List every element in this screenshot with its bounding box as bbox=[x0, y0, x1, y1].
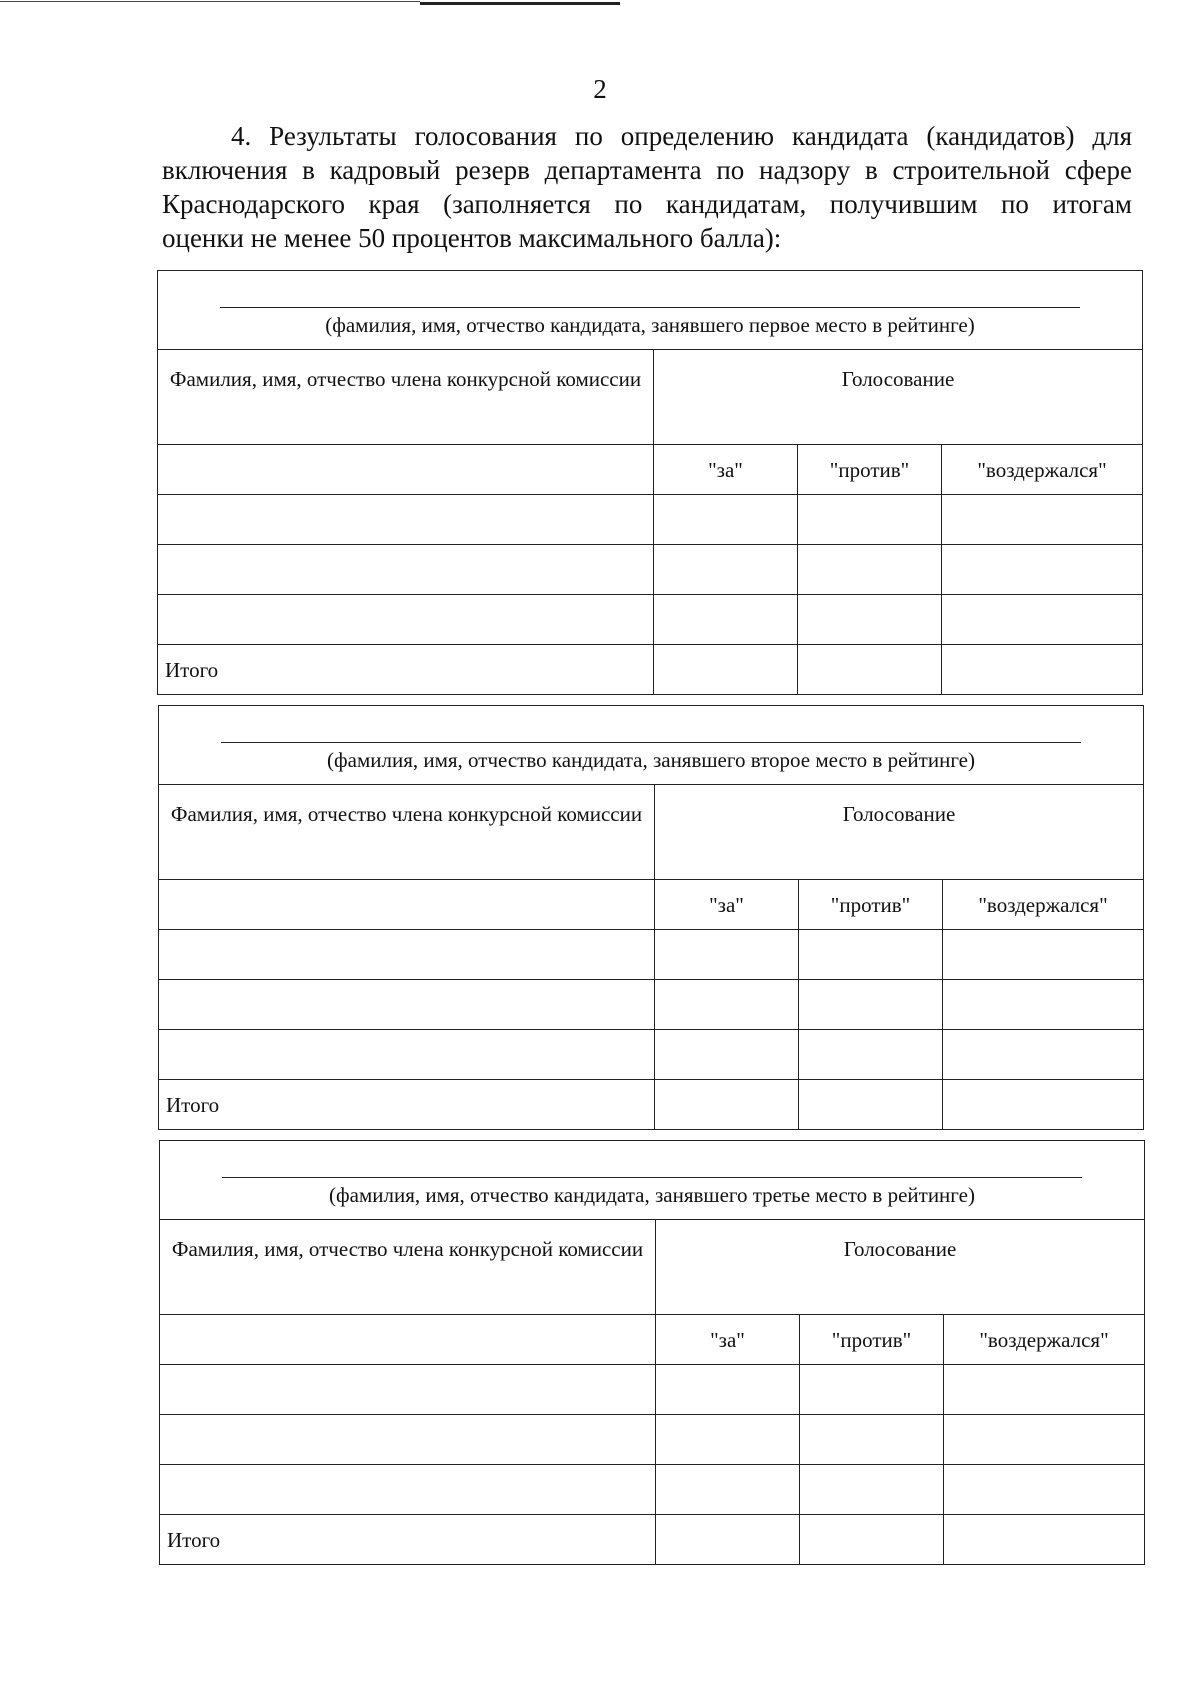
voting-header: Голосование bbox=[654, 350, 1143, 445]
vote-against-cell[interactable] bbox=[798, 495, 942, 545]
vote-against-cell[interactable] bbox=[800, 1365, 944, 1415]
table-row bbox=[159, 1030, 1144, 1080]
vote-against-cell[interactable] bbox=[799, 930, 943, 980]
vote-for-cell[interactable] bbox=[656, 1465, 800, 1515]
vote-against-cell[interactable] bbox=[800, 1415, 944, 1465]
vote-abstain-cell[interactable] bbox=[943, 930, 1144, 980]
member-name-cell[interactable] bbox=[159, 1030, 655, 1080]
table-row bbox=[160, 1465, 1145, 1515]
vote-for-cell[interactable] bbox=[655, 1030, 799, 1080]
vote-abstain-cell[interactable] bbox=[942, 595, 1143, 645]
total-label: Итого bbox=[158, 645, 654, 695]
vote-abstain-cell[interactable] bbox=[944, 1465, 1145, 1515]
member-name-cell[interactable] bbox=[160, 1315, 656, 1365]
intro-paragraph bbox=[162, 119, 1132, 255]
voting-table-third-place bbox=[159, 1140, 1145, 1565]
candidate-name-blank-line bbox=[222, 1177, 1082, 1178]
member-name-header: Фамилия, имя, отчество члена конкурсной комиссии bbox=[159, 785, 655, 880]
voting-header: Голосование bbox=[655, 785, 1144, 880]
member-name-cell[interactable] bbox=[158, 545, 654, 595]
table-row bbox=[160, 1415, 1145, 1465]
member-name-cell[interactable] bbox=[158, 595, 654, 645]
vote-against-cell[interactable] bbox=[798, 545, 942, 595]
vote-against-header: "против" bbox=[800, 1315, 944, 1365]
candidate-cell bbox=[158, 271, 1143, 350]
vote-abstain-header: "воздержался" bbox=[943, 880, 1144, 930]
vote-against-header: "против" bbox=[798, 445, 942, 495]
intro-line: оценки не менее 50 процентов максимального балла): bbox=[162, 223, 782, 253]
member-name-cell[interactable] bbox=[160, 1415, 656, 1465]
vote-for-cell[interactable] bbox=[656, 1415, 800, 1465]
table-row bbox=[160, 1365, 1145, 1415]
candidate-cell bbox=[159, 706, 1144, 785]
vote-for-cell[interactable] bbox=[655, 930, 799, 980]
total-against-cell[interactable] bbox=[800, 1515, 944, 1565]
vote-against-cell[interactable] bbox=[798, 595, 942, 645]
member-name-cell[interactable] bbox=[159, 930, 655, 980]
candidate-name-blank-line bbox=[220, 307, 1080, 308]
total-row bbox=[160, 1515, 1145, 1565]
vote-against-header: "против" bbox=[799, 880, 943, 930]
member-name-cell[interactable] bbox=[159, 980, 655, 1030]
total-row bbox=[158, 645, 1143, 695]
total-label: Итого bbox=[159, 1080, 655, 1130]
vote-for-cell[interactable] bbox=[654, 595, 798, 645]
total-for-cell[interactable] bbox=[655, 1080, 799, 1130]
table-row bbox=[158, 545, 1143, 595]
candidate-caption: (фамилия, имя, отчество кандидата, занявшего третье место в рейтинге) bbox=[329, 1183, 975, 1207]
table-row bbox=[158, 595, 1143, 645]
intro-line: включения в кадровый резерв департамента по надзору в строительной сфере bbox=[162, 155, 1132, 185]
vote-abstain-header: "воздержался" bbox=[942, 445, 1143, 495]
member-name-cell[interactable] bbox=[158, 445, 654, 495]
total-against-cell[interactable] bbox=[798, 645, 942, 695]
intro-line: 4. Результаты голосования по определению кандидата (кандидатов) для bbox=[231, 121, 1132, 151]
table-row bbox=[159, 930, 1144, 980]
total-against-cell[interactable] bbox=[799, 1080, 943, 1130]
member-name-cell[interactable] bbox=[160, 1465, 656, 1515]
candidate-caption: (фамилия, имя, отчество кандидата, занявшего второе место в рейтинге) bbox=[327, 748, 975, 772]
vote-for-cell[interactable] bbox=[654, 545, 798, 595]
vote-abstain-cell[interactable] bbox=[942, 545, 1143, 595]
candidate-name-blank-line bbox=[221, 742, 1081, 743]
vote-against-cell[interactable] bbox=[799, 980, 943, 1030]
vote-abstain-cell[interactable] bbox=[943, 980, 1144, 1030]
vote-against-cell[interactable] bbox=[800, 1465, 944, 1515]
total-for-cell[interactable] bbox=[654, 645, 798, 695]
voting-table-first-place bbox=[157, 270, 1143, 695]
vote-for-cell[interactable] bbox=[654, 495, 798, 545]
candidate-caption: (фамилия, имя, отчество кандидата, занявшего первое место в рейтинге) bbox=[325, 313, 975, 337]
top-edge-line-bold bbox=[420, 2, 620, 5]
member-name-header: Фамилия, имя, отчество члена конкурсной комиссии bbox=[160, 1220, 656, 1315]
vote-against-cell[interactable] bbox=[799, 1030, 943, 1080]
total-abstain-cell[interactable] bbox=[944, 1515, 1145, 1565]
vote-for-cell[interactable] bbox=[655, 980, 799, 1030]
total-label: Итого bbox=[160, 1515, 656, 1565]
vote-abstain-cell[interactable] bbox=[942, 495, 1143, 545]
member-name-cell[interactable] bbox=[158, 495, 654, 545]
total-abstain-cell[interactable] bbox=[942, 645, 1143, 695]
candidate-cell bbox=[160, 1141, 1145, 1220]
vote-abstain-header: "воздержался" bbox=[944, 1315, 1145, 1365]
voting-header: Голосование bbox=[656, 1220, 1145, 1315]
table-row bbox=[158, 495, 1143, 545]
vote-for-header: "за" bbox=[656, 1315, 800, 1365]
vote-abstain-cell[interactable] bbox=[943, 1030, 1144, 1080]
vote-abstain-cell[interactable] bbox=[944, 1365, 1145, 1415]
member-name-cell[interactable] bbox=[159, 880, 655, 930]
voting-table-second-place bbox=[158, 705, 1144, 1130]
table-row bbox=[159, 980, 1144, 1030]
vote-for-header: "за" bbox=[654, 445, 798, 495]
total-row bbox=[159, 1080, 1144, 1130]
member-name-cell[interactable] bbox=[160, 1365, 656, 1415]
total-for-cell[interactable] bbox=[656, 1515, 800, 1565]
intro-line: Краснодарского края (заполняется по кандидатам, получившим по итогам bbox=[162, 189, 1132, 219]
top-edge-line bbox=[0, 1, 420, 2]
page-number: 2 bbox=[593, 74, 607, 104]
vote-for-cell[interactable] bbox=[656, 1365, 800, 1415]
member-name-header: Фамилия, имя, отчество члена конкурсной комиссии bbox=[158, 350, 654, 445]
vote-abstain-cell[interactable] bbox=[944, 1415, 1145, 1465]
vote-for-header: "за" bbox=[655, 880, 799, 930]
total-abstain-cell[interactable] bbox=[943, 1080, 1144, 1130]
